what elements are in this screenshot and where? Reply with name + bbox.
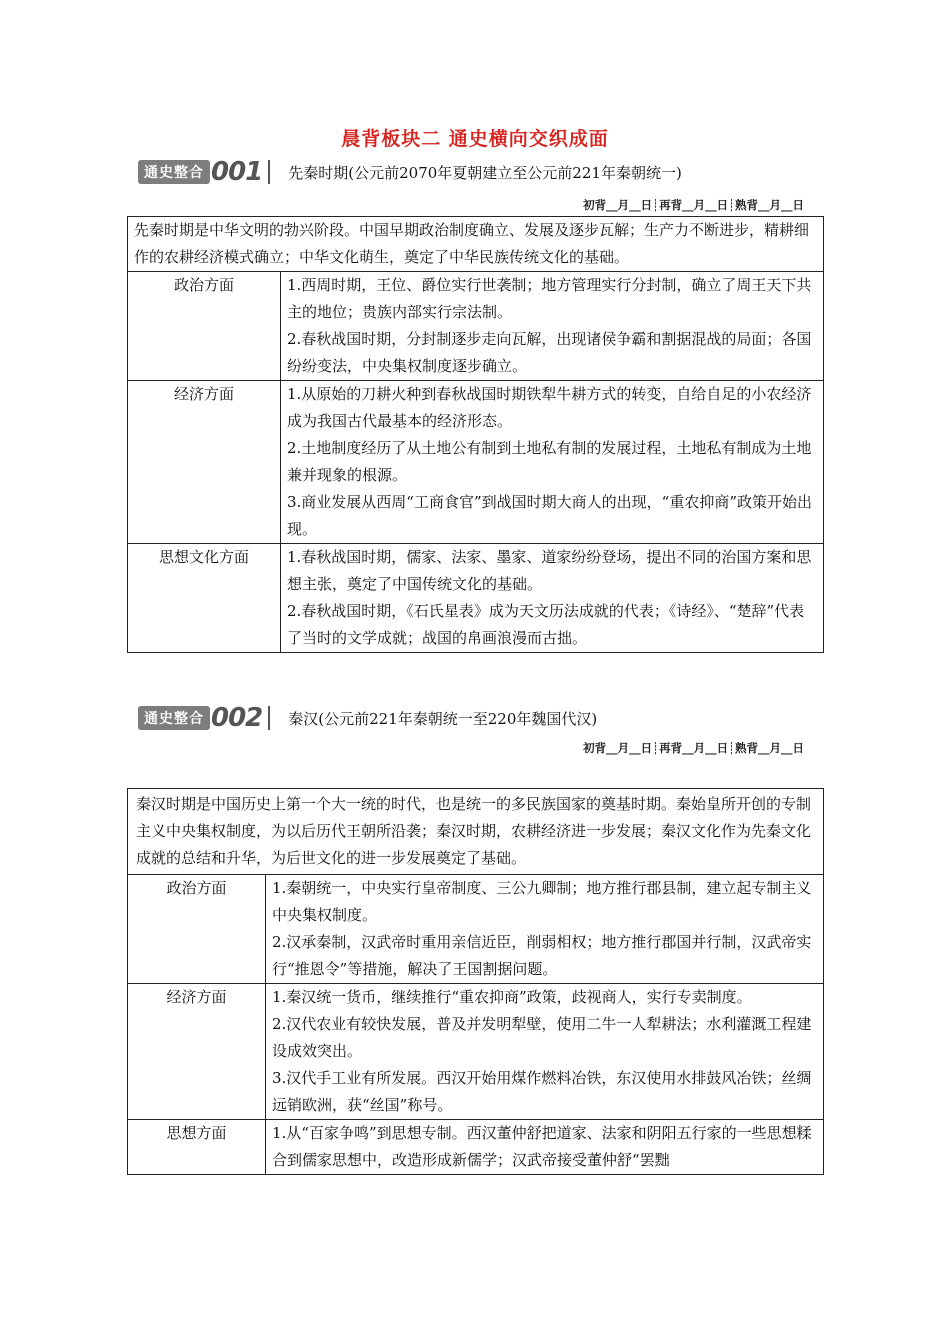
point-text: 1.春秋战国时期，儒家、法家、墨家、道家纷纷登场，提出不同的治国方案和思想主张，奠定了中国传统文化的基础。 xyxy=(287,548,812,593)
badge-label: 通史整合 xyxy=(138,160,210,184)
points-cell xyxy=(281,272,824,381)
points-cell xyxy=(281,544,824,653)
points-cell xyxy=(266,875,824,984)
intro-cell: 秦汉时期是中国历史上第一个大一统的时代，也是统一的多民族国家的奠基时期。秦始皇所开创的专制主义中央集权制度，为以后历代王朝所沿袭；秦汉时期，农耕经济进一步发展；秦汉文化作为先秦文化成就的总结和升华，为后世文化的进一步发展奠定了基础。 xyxy=(128,789,824,875)
point-text: 1.秦朝统一，中央实行皇帝制度、三公九卿制；地方推行郡县制，建立起专制主义中央集权制度。 xyxy=(272,879,812,924)
section-badge xyxy=(138,703,270,733)
point-text: 2.汉代农业有较快发展，普及并发明犁壁，使用二牛一人犁耕法；水利灌溉工程建设成效突出。 xyxy=(272,1015,812,1060)
point-text: 3.汉代手工业有所发展。西汉开始用煤作燃料冶铁，东汉使用水排鼓风冶铁；丝绸远销欧洲，获“丝国”称号。 xyxy=(272,1069,812,1114)
point-text: 1.从“百家争鸣”到思想专制。西汉董仲舒把道家、法家和阴阳五行家的一些思想糅合到儒家思想中，改造形成新儒学；汉武帝接受董仲舒“罢黜 xyxy=(272,1124,812,1169)
table-row xyxy=(128,984,824,1120)
section-header xyxy=(138,155,682,189)
category-cell: 政治方面 xyxy=(128,875,266,984)
page-title: 晨背板块二 通史横向交织成面 xyxy=(341,128,609,150)
review-schedule: 初背__月__日┊再背__月__日┊熟背__月__日 xyxy=(583,198,804,212)
content-table xyxy=(127,216,824,653)
section-caption: 先秦时期(公元前2070年夏朝建立至公元前221年秦朝统一) xyxy=(288,163,682,182)
review-schedule: 初背__月__日┊再背__月__日┊熟背__月__日 xyxy=(583,741,804,755)
points-cell xyxy=(266,1120,824,1175)
badge-number: 002 xyxy=(211,703,263,733)
section-header xyxy=(138,701,597,735)
category-cell: 经济方面 xyxy=(128,984,266,1120)
badge-divider xyxy=(268,706,270,730)
point-text: 2.土地制度经历了从土地公有制到土地私有制的发展过程，土地私有制成为土地兼并现象的根源。 xyxy=(287,439,812,484)
content-table xyxy=(127,788,824,1175)
table-row xyxy=(128,875,824,984)
badge-label: 通史整合 xyxy=(138,706,210,730)
category-cell: 思想方面 xyxy=(128,1120,266,1175)
point-text: 2.春秋战国时期，《石氏星表》成为天文历法成就的代表；《诗经》、“楚辞”代表了当时的文学成就；战国的帛画浪漫而古拙。 xyxy=(287,602,805,647)
badge-number: 001 xyxy=(211,157,263,187)
point-text: 2.春秋战国时期，分封制逐步走向瓦解，出现诸侯争霸和割据混战的局面；各国纷纷变法，中央集权制度逐步确立。 xyxy=(287,330,812,375)
point-text: 3.商业发展从西周“工商食官”到战国时期大商人的出现，“重农抑商”政策开始出现。 xyxy=(287,493,812,538)
section-badge xyxy=(138,157,270,187)
table-row xyxy=(128,544,824,653)
point-text: 1.秦汉统一货币，继续推行“重农抑商”政策，歧视商人，实行专卖制度。 xyxy=(272,988,752,1006)
points-cell xyxy=(281,381,824,544)
category-cell: 经济方面 xyxy=(128,381,281,544)
table-row xyxy=(128,1120,824,1175)
section-caption: 秦汉(公元前221年秦朝统一至220年魏国代汉) xyxy=(288,709,598,728)
point-text: 1.西周时期，王位、爵位实行世袭制；地方管理实行分封制，确立了周王天下共主的地位；贵族内部实行宗法制。 xyxy=(287,276,812,321)
table-row xyxy=(128,381,824,544)
badge-divider xyxy=(268,160,270,184)
point-text: 2.汉承秦制，汉武帝时重用亲信近臣，削弱相权；地方推行郡国并行制，汉武帝实行“推恩令”等措施，解决了王国割据问题。 xyxy=(272,933,812,978)
points-cell xyxy=(266,984,824,1120)
table-row xyxy=(128,272,824,381)
point-text: 1.从原始的刀耕火种到春秋战国时期铁犁牛耕方式的转变，自给自足的小农经济成为我国古代最基本的经济形态。 xyxy=(287,385,812,430)
intro-cell: 先秦时期是中华文明的勃兴阶段。中国早期政治制度确立、发展及逐步瓦解；生产力不断进步，精耕细作的农耕经济模式确立；中华文化萌生，奠定了中华民族传统文化的基础。 xyxy=(128,217,824,272)
category-cell: 思想文化方面 xyxy=(128,544,281,653)
category-cell: 政治方面 xyxy=(128,272,281,381)
